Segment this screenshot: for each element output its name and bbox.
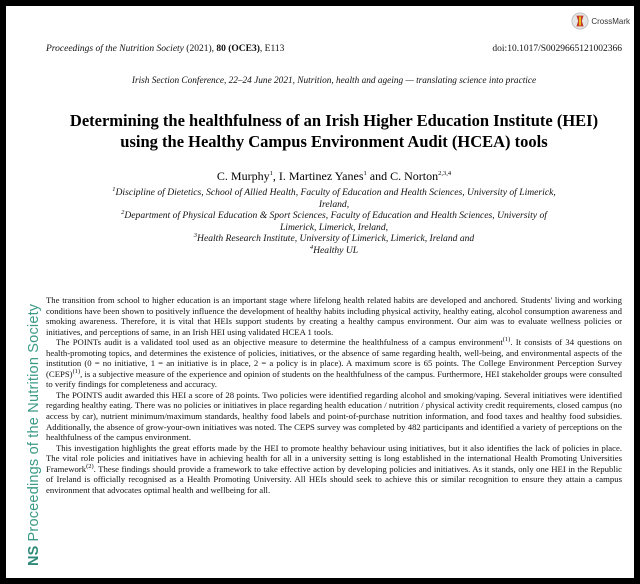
abstract-paragraph: The POINTS audit awarded this HEI a score of 28 points. Two policies were identified regarding alcohol and smoking/vaping. Several initiatives were identified regarding healthy eating. There was no policies or initiatives in place regarding health education / nutrition / physical activity credit requirements, closed campus (no access by car), nutrient minimum/maximum standards, healthy food labels and point-of-purchase nutrition information, and food taxes and healthy food subsidies. Additionally, the absence of grow-your-own initiatives was noted. The CEPS survey was completed by 482 participants and identified a variety of perceptions on the healthfulness of the campus environment. [46, 389, 622, 443]
abstract-paragraph [46, 443, 622, 496]
citation-issue: (OCE3) [228, 44, 260, 54]
abstract-text: . It consists of 34 questions on health-promoting topics, and determines the existence of policies, initiatives, or the absence of same regarding health, well-being, and environmental aspects of the institution (0 = no initiative, 1 = an initiative is in place, 2 = a policy is in place). A maximum score is 65 points. The College Environment Perception Survey (CEPS) [46, 337, 622, 379]
abstract-paragraph [46, 337, 622, 390]
sidebar-journal-label: Proceedings of the Nutrition Society [26, 303, 42, 542]
affiliations [62, 187, 606, 257]
title-line-1: Determining the healthfulness of an Irish Higher Education Institute (HEI) [69, 111, 599, 130]
affiliation-sup: 2 [121, 209, 125, 216]
title-line-2: using the Healthy Campus Environment Audit (HCEA) tools [120, 132, 548, 151]
ns-logo-icon: NS [26, 545, 42, 566]
abstract-paragraph: The transition from school to higher education is an important stage where lifelong health related habits are developed and anchored. Students' living and working conditions have been shown to positively influence the development of healthy habits including physical activity, healthy eating, alcohol consumption awareness and smoking awareness. Therefore, it is vital that HEIs support students by creating a healthy campus environment. Our aim was to evaluate wellness policies or initiatives, and perceptions of same, in an Irish HEI using validated HCEA 1 tools. [46, 295, 622, 337]
author-list [46, 169, 622, 184]
citation-volume: 80 [216, 44, 226, 54]
reference-marker[interactable]: (1) [72, 367, 81, 375]
crossmark-label: CrossMark [591, 16, 630, 26]
affiliation-text: Health Research Institute, University of Limerick, Limerick, Ireland and [197, 233, 475, 245]
affiliation [62, 210, 606, 233]
author-sep: , [272, 169, 279, 183]
affiliation [62, 245, 606, 257]
author-name: C. Norton [390, 169, 439, 183]
author-name: C. Murphy [216, 169, 270, 183]
abstract-text: . These findings should provide a framework to take effective action by developing policies and initiatives. As it stands, only one HEI in the Republic of Ireland is officially recognised as a Health Promoting University. All HEIs should seek to achieve this or similar recognition to ensure they attain a campus environment that advocates optimal health and wellbeing for all. [46, 463, 622, 495]
reference-marker[interactable]: (1) [502, 336, 511, 344]
affiliation-sup: 1 [112, 185, 116, 193]
citation-article-id: , E113 [259, 44, 285, 54]
crossmark-icon [571, 12, 589, 30]
abstract-body [46, 295, 622, 495]
affiliation-text: Ireland, [318, 198, 350, 210]
sidebar-journal-name [26, 304, 42, 566]
affiliation-sup: 3 [193, 232, 198, 240]
crossmark-badge[interactable] [571, 12, 630, 30]
affiliation-text: Limerick, Limerick, Ireland, [279, 221, 389, 233]
author-sup: 2,3,4 [438, 170, 452, 177]
journal-sidebar [6, 6, 46, 578]
author-sup: 1 [269, 170, 273, 177]
affiliation-text: Department of Physical Education & Sport Sciences, Faculty of Education and Health Sciences, University of [124, 210, 547, 222]
affiliation [62, 233, 606, 245]
author-sup: 1 [363, 170, 367, 177]
author-name: I. Martinez Yanes [278, 169, 364, 183]
citation-year: (2021), [186, 44, 214, 54]
citation [46, 44, 284, 54]
abstract-text: The POINTs audit is a validated tool used as an objective measure to determine the healthfulness of a campus environment [56, 337, 503, 348]
citation-journal: Proceedings of the Nutrition Society [46, 44, 184, 54]
affiliation-sup: 4 [309, 243, 314, 251]
abstract-text: This investigation highlights the great efforts made by the HEI to promote healthy behaviour using initiatives, but it also identifies the lack of policies in place. The vital role policies and initiatives have in achieving health for all in a university setting is long established in the international Health Promoting Universities Framework [46, 442, 622, 474]
affiliation-text: Discipline of Dietetics, School of Allied Health, Faculty of Education and Health Sciences, University of Limerick, [115, 187, 556, 198]
paper-title [46, 110, 622, 152]
doi[interactable]: doi:10.1017/S0029665121002366 [492, 44, 622, 54]
citation-header [46, 44, 622, 54]
paper-page [6, 6, 634, 578]
abstract-text: , is a subjective measure of the experience and opinion of students on the healthfulness of the campus. Furthermore, HEI stakeholder groups were consulted to verify findings for completeness and accuracy. [46, 368, 623, 390]
author-sep: and [366, 169, 391, 183]
affiliation [62, 187, 606, 210]
affiliation-text: Healthy UL [313, 244, 359, 256]
conference-line: Irish Section Conference, 22–24 June 2021, Nutrition, health and ageing — translating science into practice [131, 76, 537, 86]
reference-marker[interactable]: (2) [86, 462, 94, 470]
